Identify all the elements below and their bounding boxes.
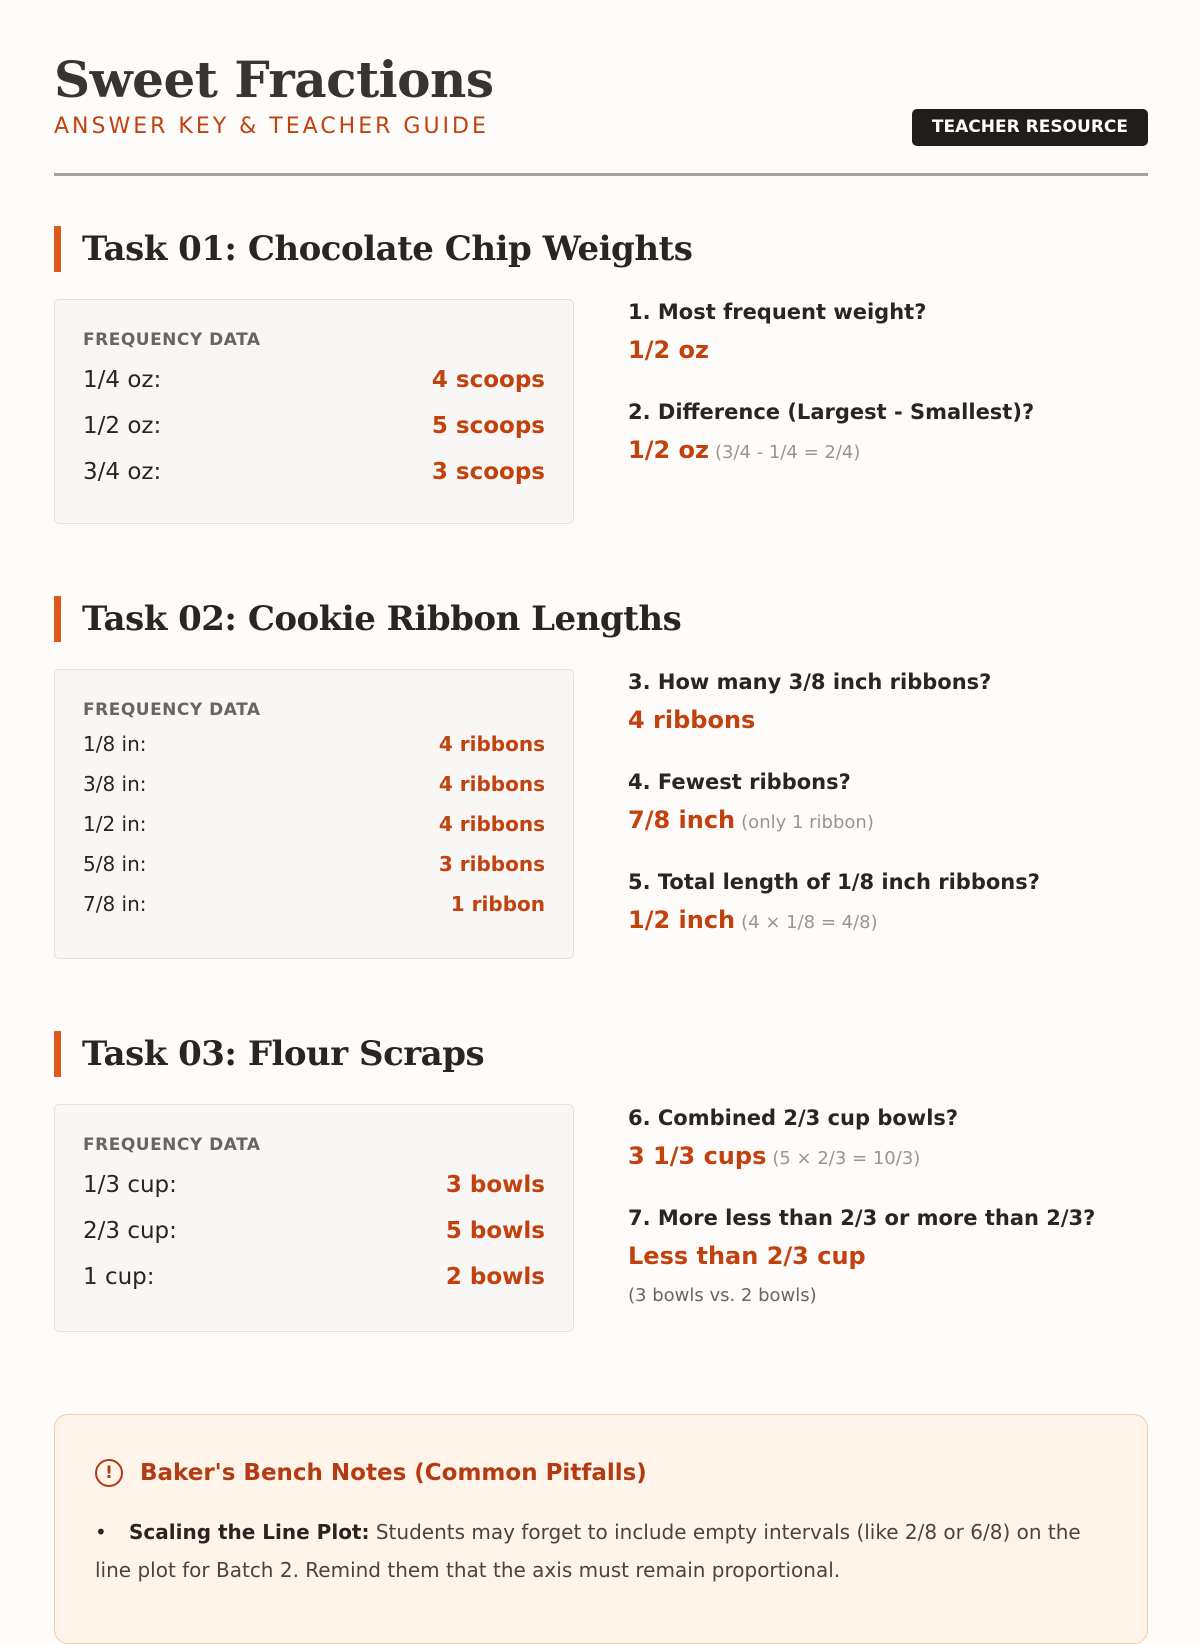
page-header	[54, 0, 1148, 176]
answer-value: Less than 2/3 cup	[628, 1242, 866, 1270]
frequency-data-label: FREQUENCY DATA	[83, 1135, 261, 1155]
notes-title: Baker's Bench Notes (Common Pitfalls)	[140, 1460, 647, 1486]
answer-value: 7/8 inch	[628, 806, 736, 834]
frequency-row	[83, 884, 545, 924]
question-5: 5. Total length of 1/8 inch ribbons?	[628, 870, 1040, 894]
frequency-row	[83, 724, 545, 764]
frequency-key: 1/4 oz:	[83, 367, 162, 393]
task-02-frequency-box	[54, 669, 574, 959]
answer-note: (only 1 ribbon)	[741, 812, 874, 833]
task-01-frequency-box	[54, 299, 574, 524]
bullet-icon: •	[95, 1520, 107, 1544]
task-03-frequency-box	[54, 1104, 574, 1332]
answer-note: (4 × 1/8 = 4/8)	[741, 912, 878, 933]
answer-3	[628, 708, 755, 732]
frequency-value: 3 scoops	[431, 459, 545, 485]
notes-item-title: Scaling the Line Plot:	[129, 1520, 370, 1544]
notes-header	[95, 1459, 647, 1487]
frequency-value: 5 scoops	[431, 413, 545, 439]
notes-list	[95, 1513, 1105, 1589]
task-03-heading: Task 03: Flour Scraps	[54, 1031, 484, 1077]
frequency-data-label: FREQUENCY DATA	[83, 330, 261, 350]
question-6: 6. Combined 2/3 cup bowls?	[628, 1106, 959, 1130]
notes-item-text: Students may forget to include empty intervals (like 2/8 or 6/8) on the line plot for Batch 2. Remind them that the axis must remain proportional.	[95, 1520, 1081, 1582]
answer-value: 4 ribbons	[628, 706, 756, 734]
frequency-key: 1 cup:	[83, 1264, 155, 1290]
answer-5	[628, 908, 878, 932]
alert-circle-icon: !	[95, 1459, 123, 1487]
question-1: 1. Most frequent weight?	[628, 300, 927, 324]
frequency-key: 7/8 in:	[83, 892, 147, 916]
frequency-value: 3 ribbons	[438, 852, 545, 876]
frequency-key: 1/3 cup:	[83, 1172, 177, 1198]
frequency-key: 5/8 in:	[83, 852, 147, 876]
question-4: 4. Fewest ribbons?	[628, 770, 851, 794]
frequency-row	[83, 449, 545, 495]
frequency-row	[83, 357, 545, 403]
frequency-value: 4 ribbons	[438, 772, 545, 796]
task-02-heading: Task 02: Cookie Ribbon Lengths	[54, 596, 681, 642]
frequency-row	[83, 1208, 545, 1254]
answer-7-note: (3 bowls vs. 2 bowls)	[628, 1285, 817, 1306]
frequency-value: 4 scoops	[431, 367, 545, 393]
answer-value: 1/2 oz	[628, 336, 709, 364]
answer-key-page	[54, 0, 1148, 1306]
frequency-row	[83, 1162, 545, 1208]
answer-value: 3 1/3 cups	[628, 1142, 767, 1170]
question-7: 7. More less than 2/3 or more than 2/3?	[628, 1206, 1096, 1230]
answer-2	[628, 438, 860, 462]
frequency-key: 1/2 in:	[83, 812, 147, 836]
answer-note: (5 × 2/3 = 10/3)	[772, 1148, 921, 1169]
bakers-bench-notes	[54, 1414, 1148, 1644]
answer-note: (3/4 - 1/4 = 2/4)	[714, 442, 861, 463]
question-2: 2. Difference (Largest - Smallest)?	[628, 400, 1035, 424]
frequency-value: 2 bowls	[445, 1264, 545, 1290]
answer-value: 1/2 oz	[628, 436, 709, 464]
frequency-key: 1/8 in:	[83, 732, 147, 756]
task-01-heading: Task 01: Chocolate Chip Weights	[54, 226, 692, 272]
frequency-key: 1/2 oz:	[83, 413, 162, 439]
page-title: Sweet Fractions	[54, 50, 494, 109]
frequency-key: 3/8 in:	[83, 772, 147, 796]
frequency-value: 4 ribbons	[438, 732, 545, 756]
frequency-value: 1 ribbon	[450, 892, 545, 916]
teacher-resource-badge: TEACHER RESOURCE	[912, 109, 1148, 146]
notes-item	[95, 1513, 1105, 1589]
frequency-row	[83, 804, 545, 844]
frequency-value: 5 bowls	[445, 1218, 545, 1244]
answer-value: 1/2 inch	[628, 906, 736, 934]
answer-4	[628, 808, 874, 832]
frequency-row	[83, 1254, 545, 1300]
answer-7	[628, 1244, 866, 1268]
frequency-value: 3 bowls	[445, 1172, 545, 1198]
frequency-row	[83, 844, 545, 884]
frequency-key: 2/3 cup:	[83, 1218, 177, 1244]
question-3: 3. How many 3/8 inch ribbons?	[628, 670, 992, 694]
answer-1	[628, 338, 709, 362]
page-subtitle: ANSWER KEY & TEACHER GUIDE	[54, 114, 489, 139]
frequency-value: 4 ribbons	[438, 812, 545, 836]
frequency-row	[83, 764, 545, 804]
answer-6	[628, 1144, 920, 1168]
frequency-data-label: FREQUENCY DATA	[83, 700, 261, 720]
frequency-row	[83, 403, 545, 449]
frequency-key: 3/4 oz:	[83, 459, 162, 485]
